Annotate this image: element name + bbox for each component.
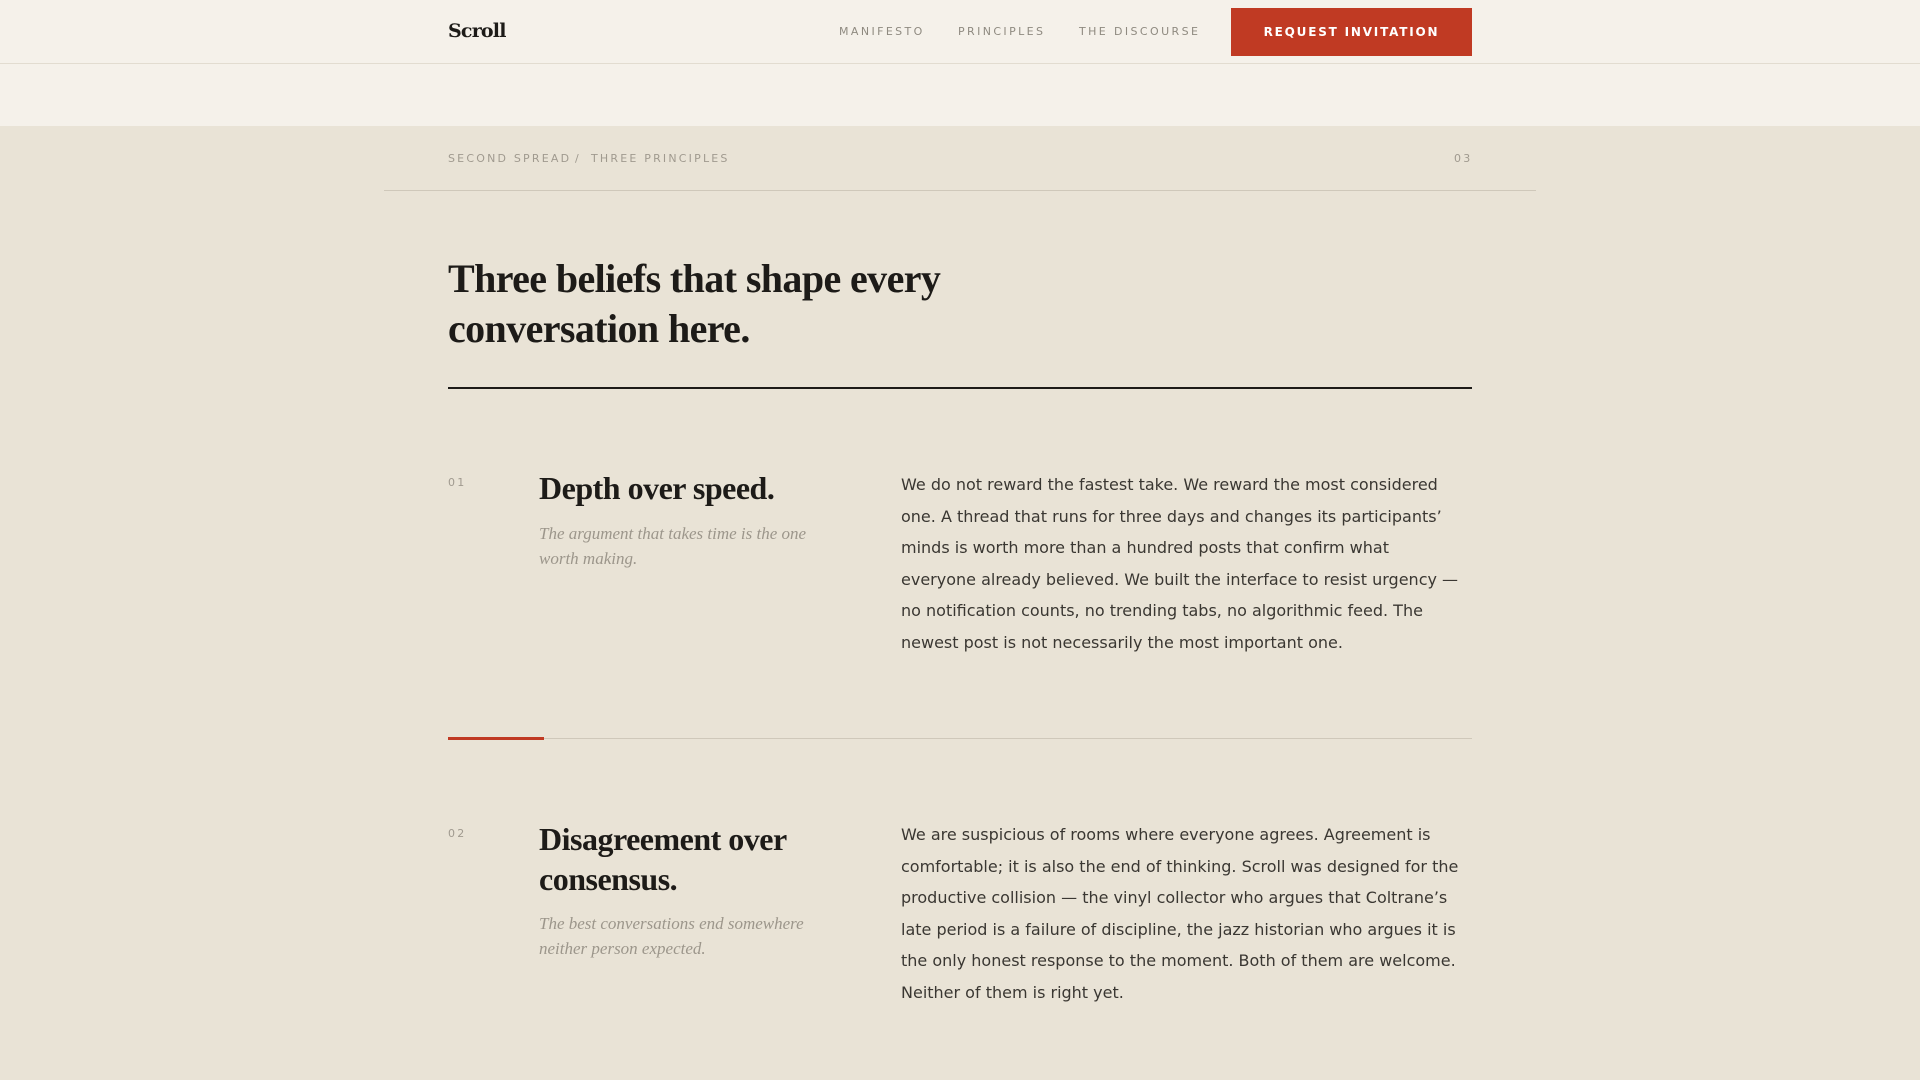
principle-number: 01 [448, 476, 467, 489]
principle-divider-accent [448, 737, 544, 740]
top-navigation [0, 0, 1920, 64]
principle-divider [448, 738, 1472, 739]
principle-subtitle: The argument that takes time is the one worth making. [539, 524, 807, 568]
site-logo[interactable]: Scroll [448, 20, 506, 42]
nav-link-the-discourse[interactable]: THE DISCOURSE [1079, 25, 1201, 38]
principle-number: 02 [448, 827, 467, 840]
principle-title: Disagreement over consensus. [539, 821, 787, 897]
request-invitation-button[interactable]: REQUEST INVITATION [1231, 8, 1472, 56]
principle-subtitle: The best conversations end somewhere neither person expected. [539, 914, 804, 958]
page-header [0, 0, 1920, 126]
principle-title: Depth over speed. [539, 470, 775, 506]
breadcrumb-page: THREE PRINCIPLES [591, 152, 730, 165]
nav-link-manifesto[interactable]: MANIFESTO [839, 25, 925, 38]
breadcrumb-divider [384, 190, 1536, 191]
page-title: Three beliefs that shape every conversation here. [448, 256, 941, 351]
principle-body: We do not reward the fastest take. We reward the most considered one. A thread that runs for three days and changes its participants’ minds is worth more than a hundred posts that confirm what everyone already believed. We built the interface to resist urgency — no notification counts, no trending tabs, no algorithmic feed. The newest post is not necessarily the most important one. [901, 475, 1459, 652]
breadcrumb-section: SECOND SPREAD [448, 152, 572, 165]
title-divider [448, 387, 1472, 389]
breadcrumb-separator: / [575, 152, 581, 165]
spread-number: 03 [1454, 152, 1473, 165]
nav-link-principles[interactable]: PRINCIPLES [958, 25, 1046, 38]
principle-body: We are suspicious of rooms where everyone agrees. Agreement is comfortable; it is also the end of thinking. Scroll was designed for the productive collision — the vinyl collector who argues that Coltrane’s late period is a failure of discipline, the jazz historian who argues it is the only honest response to the moment. Both of them are welcome. Neither of them is right yet. [901, 825, 1459, 1002]
